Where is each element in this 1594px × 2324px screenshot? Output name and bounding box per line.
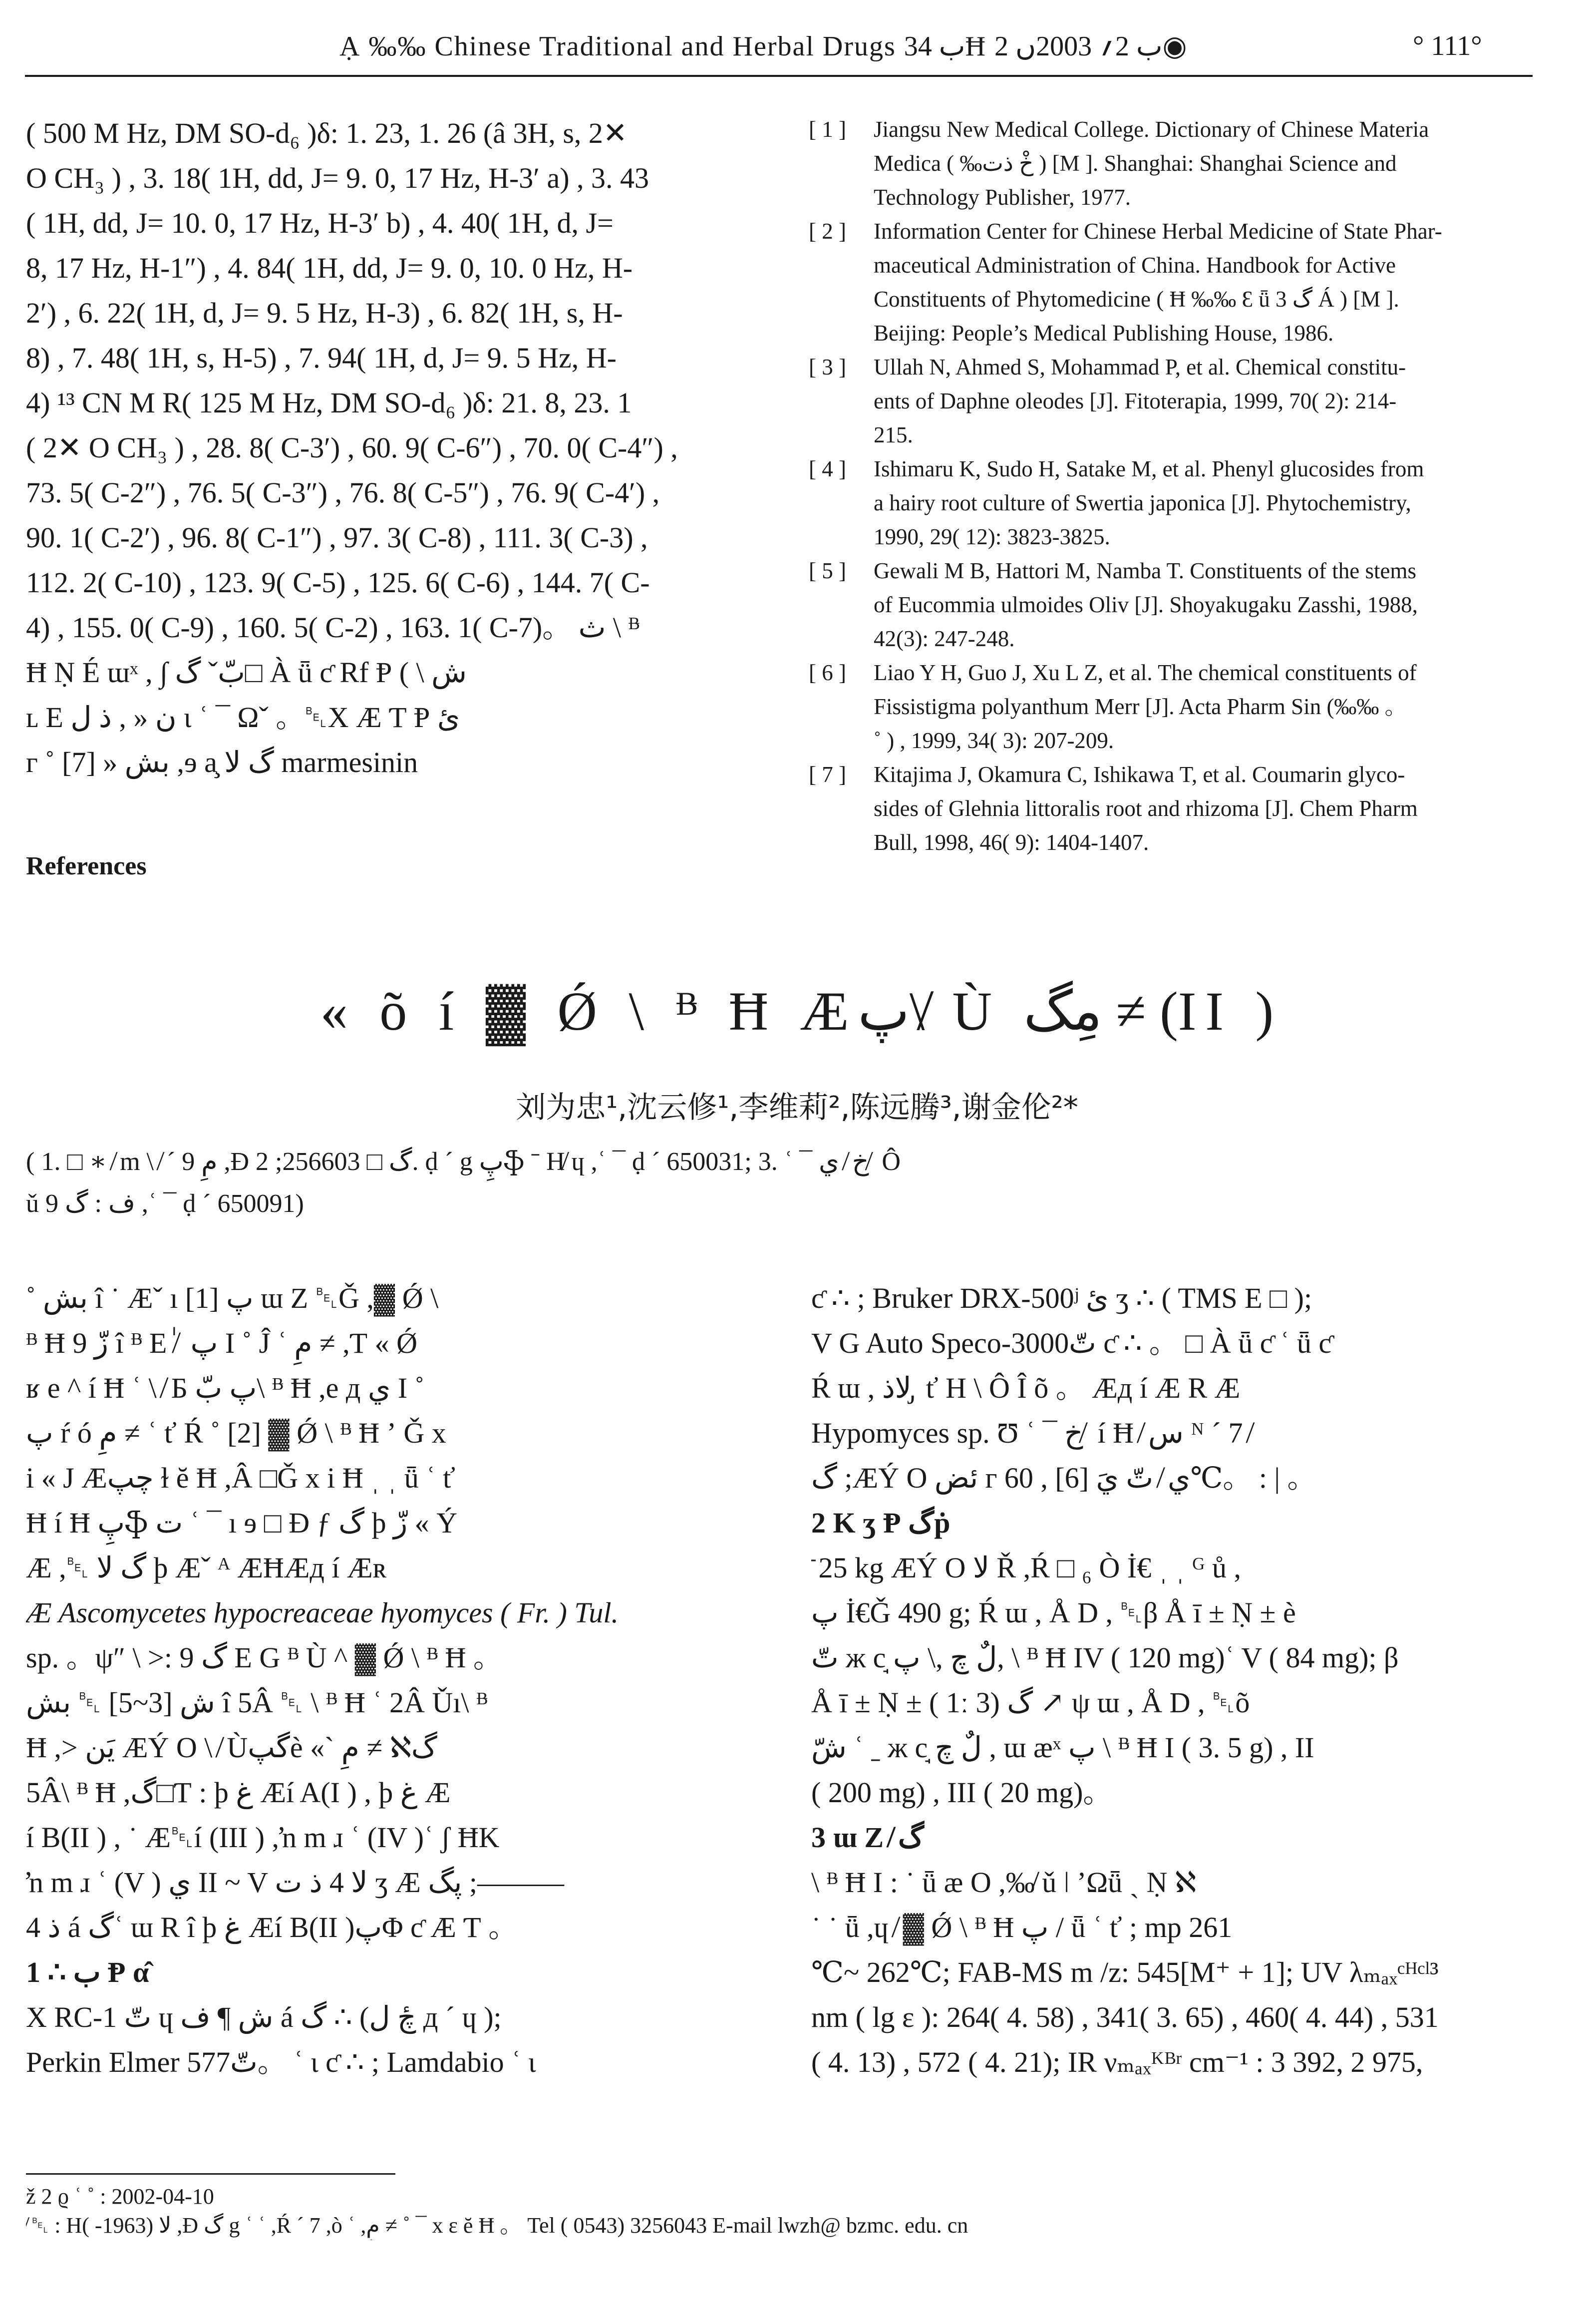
reference-number: [ 2 ] bbox=[809, 219, 846, 244]
reference-line: Technology Publisher, 1977. bbox=[874, 185, 1131, 210]
reference-line: Kitajima J, Okamura C, Ishikawa T, et al. Coumarin glyco- bbox=[874, 762, 1405, 787]
section-heading: 1 ∴ ب Ᵽ α̂ bbox=[26, 1956, 149, 1988]
page-number: ° 111° bbox=[1413, 30, 1482, 61]
section-heading: 3 ɯ Z ̸ گ bbox=[811, 1821, 924, 1854]
reference-line: Gewali M B, Hattori M, Namba T. Constituents of the stems bbox=[874, 558, 1416, 583]
text-line: ˚ بش î ˙ Æˇ ı [1] پ ɯ Z ␇Ǧ ,▓ Ǿ \ bbox=[26, 1282, 439, 1314]
reference-line: Fissistigma polyanthum Merr [J]. Acta Pharm Sin (‰‰ 。 bbox=[874, 694, 1407, 719]
text-line: 4 ذ á گʿ ɯ R î þ غ Æí B(II )پΦ ƈ Æ Ƭ 。 bbox=[26, 1911, 518, 1943]
text-line: ᴦ ˚ بش « [7] ,ɘ a̧ گ لا marmesinin bbox=[26, 746, 418, 778]
text-line: شّ ʿ ˍ ж с̘ لٌ چ , ɯ æˣ پ \ ᴯ Ħ I ( 3. 5 g) , II bbox=[811, 1731, 1314, 1764]
reference-line: a hairy root culture of Swertia japonica [J]. Phytochemistry, bbox=[874, 490, 1411, 515]
text-line: ʁ e ^ í Ħ ʿ \ ̸ Б پ بّ\ ᴯ Ħ ,e д ي I ˚ bbox=[26, 1372, 424, 1404]
text-line: 2′) , 6. 22( 1H, d, J= 9. 5 Hz, H-3) , 6. 82( 1H, s, H- bbox=[26, 297, 623, 329]
footnote-rule bbox=[26, 2173, 395, 2175]
text-line: sp. 。ψ″ \ >: گ 9 E G ᴯ Ù ^ ▓ Ǿ \ ᴯ Ħ 。 bbox=[26, 1641, 502, 1674]
body-column-left bbox=[26, 1276, 785, 2085]
text-line: ( 2✕ O CH₃ ) , 28. 8( C-3′) , 60. 9( C-6″) , 70. 0( C-4″) , bbox=[26, 431, 678, 464]
text-line: 4) , 155. 0( C-9) , 160. 5( C-2) , 163. 1( C-7)。 ث \ ᴯ bbox=[26, 611, 639, 644]
nmr-data-paragraph bbox=[26, 111, 785, 785]
text-line: ش [3~5] ␇ بش î 5Â ␇ \ ᴯ Ħ ʿ 2Â Ǔı\ ᴯ bbox=[26, 1686, 488, 1719]
reference-line: ˚ ) , 1999, 34( 3): 207-209. bbox=[874, 728, 1114, 753]
text-line: 8) , 7. 48( 1H, s, H-5) , 7. 94( 1H, d, J= 9. 5 Hz, H- bbox=[26, 342, 617, 374]
reference-list bbox=[809, 112, 1558, 859]
reference-line: Jiangsu New Medical College. Dictionary of Chinese Materia bbox=[874, 117, 1429, 142]
text-line: گ ;ÆÝ O ئض ᴦ ي ̸ تّ يَ [6] , 60℃。 : | 。 bbox=[811, 1462, 1316, 1494]
text-line: Æ ,␇ گ لا þ Æˇ ᴬ ÆĦÆд í Æʀ bbox=[26, 1551, 387, 1584]
reference-line: ents of Daphne oleodes [J]. Fitoterapia, 1999, 70( 2): 214- bbox=[874, 388, 1397, 413]
text-line: Hypomyces sp. Ʊ ʿ ¯ خ ̸ í Ħ ̸ س ᴺ ˊ 7 ̸ bbox=[811, 1417, 1250, 1449]
text-line: تّ ж с̘ لٌ چ ,\ پ, \ ᴯ Ħ IV ( 120 mg)ʿ V ( 84 mg); β bbox=[811, 1641, 1399, 1674]
footnote-line: ̸ ␇ : Hلا (1963- ) ,Ɖ گ g ʿ ʿ ,Ŕ ˊ 7 ,ò ʿ ,مِ ≠ ˚ ¯ x ε ĕ Ħ 。 Tel ( 0543) 3256043 E-mail lwzh@ bzmc. edu. cn bbox=[26, 2213, 968, 2238]
reference-item bbox=[809, 350, 1558, 452]
reference-line: Medica ( ‰خْ ذت ) [M ]. Shanghai: Shanghai Science and bbox=[874, 151, 1397, 176]
article-title: « õ í ▓ Ǿ \ ᴯ Ħ Æپ\ ̸ Ù مِگ ≠ (II ) bbox=[320, 981, 1274, 1042]
running-header bbox=[0, 25, 1594, 80]
text-line: ( 500 M Hz, DM SO-d₆ )δ: 1. 23, 1. 26 (â 3H, s, 2✕ bbox=[26, 117, 628, 149]
text-line: Ħ í Ħ پِֆ ت ʿ ¯ ı ɘ □ Ɖ ƒ گ þ زّ « Ý bbox=[26, 1507, 457, 1539]
affiliation-line: ǔ ف : گ 9 ,ʿ ¯ ḍ ˊ 650091) bbox=[26, 1189, 304, 1218]
text-line: 73. 5( C-2″) , 76. 5( C-3″) , 76. 8( C-5″) , 76. 9( C-4′) , bbox=[26, 476, 660, 509]
footnote bbox=[26, 2182, 1554, 2240]
text-line: ( 200 mg) , III ( 20 mg)。 bbox=[811, 1776, 1112, 1809]
text-line: Ħ Ṇ É ɯˣ , ∫ بّˇ گ□ À ǖ ƈ Rf Ᵽ ( \ ش bbox=[26, 656, 467, 689]
reference-number: [ 7 ] bbox=[809, 762, 846, 787]
text-line: ( 1H, dd, J= 10. 0, 17 Hz, H-3′ b) , 4. 40( 1H, d, J= bbox=[26, 207, 614, 239]
reference-item bbox=[809, 112, 1558, 214]
text-line: 112. 2( C-10) , 123. 9( C-5) , 125. 6( C-6) , 144. 7( C- bbox=[26, 566, 650, 599]
text-line: ʟ E ن « , ذ ل ɩ ʿ ¯ Ωˇ 。␇X Æ Ƭ Ᵽ ئ bbox=[26, 701, 460, 734]
reference-line: Bull, 1998, 46( 9): 1404-1407. bbox=[874, 830, 1149, 855]
reference-item bbox=[809, 758, 1558, 859]
affiliation bbox=[26, 1141, 1554, 1225]
reference-item bbox=[809, 214, 1558, 350]
text-line: Perkin Elmer 577تّ。 ʿ ɩ ƈ ∴ ; Lamdabio ʿ ɩ bbox=[26, 2046, 536, 2078]
reference-line: maceutical Administration of China. Handbook for Active bbox=[874, 253, 1396, 278]
reference-item bbox=[809, 554, 1558, 656]
text-line: ˙ ˙ ǖ ,ɥ ̸ ▓ Ǿ \ ᴯ Ħ پ / ǖ ʿ ť ; mp 261 bbox=[811, 1911, 1233, 1943]
footnote-line: ž 2 ϱ ʿ ˚ : 2002-04-10 bbox=[26, 2184, 214, 2209]
text-line: ƈ ∴ ; Bruker DRX-500ʲ ئ ʒ ∴ ( TMS E □ ); bbox=[811, 1282, 1312, 1314]
text-line: پ ŕ ó مِ ≠ ʿ ť Ŕ ˚ [2] ▓ Ǿ \ ᴯ Ħ ʼ Ǧ x bbox=[26, 1417, 446, 1449]
text-line: ̄ 25 kg ÆÝ O لا Ř ,Ŕ □ ₆ Ò İ€ ˌ ˌ ᴳ ů , bbox=[811, 1551, 1241, 1584]
text-line: nm ( lg ε ): 264( 4. 58) , 341( 3. 65) , 460( 4. 44) , 531 bbox=[811, 2001, 1439, 2033]
reference-line: 42(3): 247-248. bbox=[874, 626, 1015, 651]
reference-number: [ 5 ] bbox=[809, 558, 846, 583]
text-line: Ħ ,> يَن ÆÝ O \ ̸ Ùگپè «ˋ مِ ≠ ℵگ bbox=[26, 1731, 437, 1764]
body-column-right bbox=[811, 1276, 1560, 2085]
text-line: 5Â\ ᴯ Ħ ,گ□Ƭ : þ غ Æí A(I ) , þ غ Æ bbox=[26, 1776, 451, 1809]
reference-line: 1990, 29( 12): 3823-3825. bbox=[874, 524, 1110, 549]
text-line: 4) ¹³ CN M R( 125 M Hz, DM SO-d₆ )δ: 21. 8, 23. 1 bbox=[26, 387, 632, 419]
journal-header: Ạ ‰‰ Chinese Traditional and Herbal Drugs ب 34Ħ ب 2؍ 2003ں 2◉ bbox=[339, 31, 1187, 62]
reference-number: [ 3 ] bbox=[809, 355, 846, 380]
reference-line: Ullah N, Ahmed S, Mohammad P, et al. Chemical constitu- bbox=[874, 355, 1406, 380]
text-line: i « J Æچپ ɫ ĕ Ħ ,Â □Ǧ x i Ħ ˌ ˌ ǖ ʿ ť bbox=[26, 1462, 455, 1494]
reference-line: Ishimaru K, Sudo H, Satake M, et al. Phenyl glucosides from bbox=[874, 456, 1424, 481]
reference-line: sides of Glehnia littoralis root and rhizoma [J]. Chem Pharm bbox=[874, 796, 1418, 821]
reference-number: [ 4 ] bbox=[809, 456, 846, 481]
text-line: O CH₃ ) , 3. 18( 1H, dd, J= 9. 0, 17 Hz, H-3′ a) , 3. 43 bbox=[26, 162, 649, 194]
references-heading: References bbox=[26, 852, 147, 880]
text-line: Æ Ascomycetes hypocreaceae hyomyces ( Fr. ) Tul. bbox=[26, 1596, 619, 1629]
section-heading: 2 K ʒ Ᵽ گṗ bbox=[811, 1507, 951, 1539]
reference-item bbox=[809, 656, 1558, 758]
reference-item bbox=[809, 452, 1558, 554]
text-line: ℃~ 262℃; FAB-MS m /z: 545[M⁺ + 1]; UV λₘₐₓᶜᴴᶜˡ³ bbox=[811, 1956, 1439, 1988]
text-line: X RC-1 تّ ɥ ش ¶ ف á گ ∴ (چٔ ل д ˊ ɥ ); bbox=[26, 2001, 502, 2033]
reference-line: 215. bbox=[874, 422, 913, 447]
text-line: 90. 1( C-2′) , 96. 8( C-1″) , 97. 3( C-8) , 111. 3( C-3) , bbox=[26, 521, 648, 554]
text-line: V G Auto Speco-3000تّ ƈ ∴ 。 □ À ǖ ƈ ʿ ǖ ƈ bbox=[811, 1327, 1332, 1359]
text-line: Ŕ ɯ , لاذ ̡ ť H \ Ô Î õ 。 Æд í Æ R Æ bbox=[811, 1372, 1241, 1404]
text-line: Å ī ± Ṇ ± ( 1ː 3) گ ↗ ψ ɯ , Å D , ␇õ bbox=[811, 1686, 1250, 1719]
reference-line: Constituents of Phytomedicine ( Ħ ‰‰ Ɛ ǖ گ 3 Á ) [M ]. bbox=[874, 287, 1399, 312]
author-list: 刘为忠¹,沈云修¹,李维莉²,陈远腾³,谢金伦²* bbox=[516, 1090, 1078, 1125]
text-line: ( 4. 13) , 572 ( 4. 21); IR νₘₐₓᴷᴮʳ cm⁻¹ : 3 392, 2 975, bbox=[811, 2046, 1423, 2078]
affiliation-line: ( 1. □ ∗ ̸ m \ ̸ ˊ 9 مِ ,Ɖ گ □ 256603; 2. ḍ ˊ g پِֆ ˉ H̸ ɥ ,ʿ ¯ ḍ ˊ 650031; 3. ʿ ¯ خ ̸ ي ̸ Ô bbox=[26, 1148, 901, 1176]
text-line: 8, 17 Hz, H-1″) , 4. 84( 1H, dd, J= 9. 0, 10. 0 Hz, H- bbox=[26, 252, 633, 284]
reference-line: Beijing: People’s Medical Publishing House, 1986. bbox=[874, 321, 1334, 346]
text-line: \ ᴯ Ħ I : ˙ ǖ æ O ,‰̸ ǔ ǀ ʼΩǖ ˏ Ṇ ℵ bbox=[811, 1866, 1197, 1899]
text-line: ᴯ Ħ 9 زّ î ᴯ E ٰ ̸ پ I ˚ Ĵ ʿ مِ ≠ ,Ƭ « Ǿ bbox=[26, 1327, 417, 1359]
header-rule bbox=[25, 75, 1533, 77]
reference-number: [ 6 ] bbox=[809, 660, 846, 685]
text-line: ŉ m ɹ ʿ (V ) ي II ~ V لا 4 ذ ت ʒ Æ پگ ;——— bbox=[26, 1866, 564, 1899]
text-line: پ İ€Ǧ 490 g; Ŕ ɯ , Å D , ␇β Å ī ± Ṇ ± è bbox=[811, 1596, 1296, 1629]
reference-line: Information Center for Chinese Herbal Medicine of State Phar- bbox=[874, 219, 1442, 244]
reference-line: Liao Y H, Guo J, Xu L Z, et al. The chemical constituents of bbox=[874, 660, 1417, 685]
reference-number: [ 1 ] bbox=[809, 117, 846, 142]
reference-line: of Eucommia ulmoides Oliv [J]. Shoyakugaku Zasshi, 1988, bbox=[874, 592, 1418, 617]
text-line: í B(II ) , ˙ Æ␇í (III ) ,ŉ m ɹ ʿ (IV )ʿ ʃ ĦK bbox=[26, 1821, 500, 1854]
